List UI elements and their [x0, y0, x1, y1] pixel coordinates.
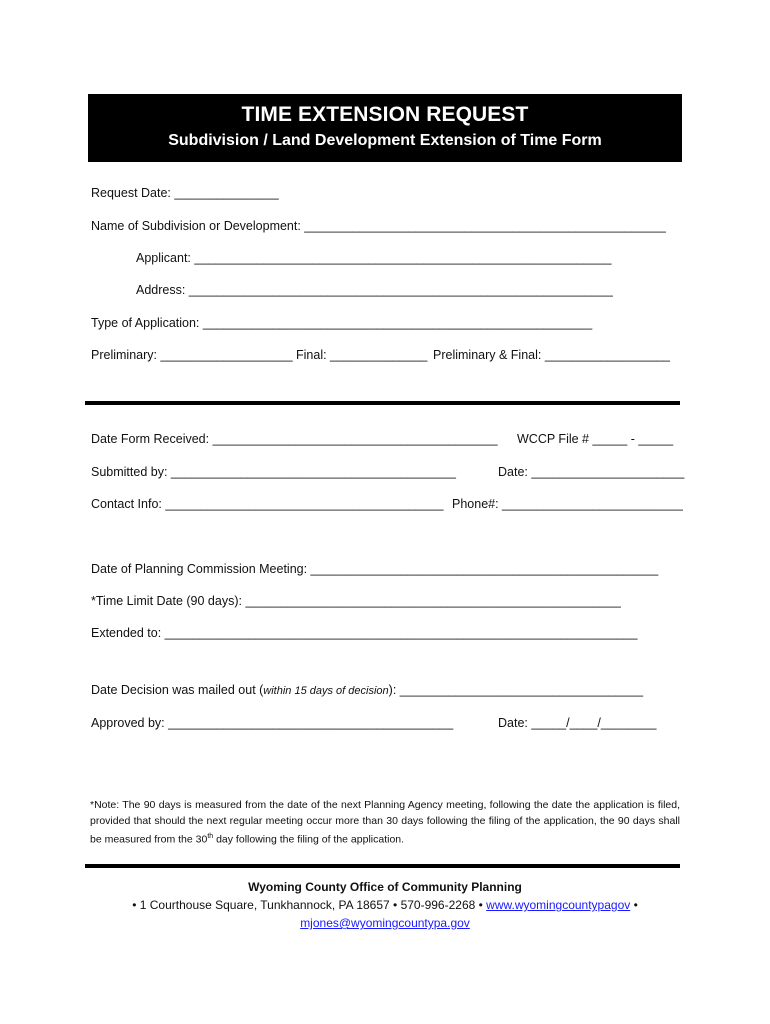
decision-mailed-label: Date Decision was mailed out ( [91, 683, 264, 697]
footer-divider [85, 864, 680, 868]
time-limit-date-field[interactable]: *Time Limit Date (90 days): ______________________________________________________ [91, 594, 621, 608]
subdivision-name-field[interactable]: Name of Subdivision or Development: ____________________________________________________ [91, 219, 666, 233]
form-subtitle: Subdivision / Land Development Extension of Time Form [168, 132, 602, 149]
applicant-field[interactable]: Applicant: ____________________________________________________________ [136, 251, 612, 265]
time-limit-note [90, 797, 680, 848]
form-header [88, 94, 682, 162]
approved-by-field[interactable]: Approved by: _________________________________________ [91, 716, 454, 730]
decision-mailed-note: within 15 days of decision [263, 685, 389, 697]
email-link[interactable]: mjones@wyomingcountypa.gov [300, 916, 470, 930]
office-name: Wyoming County Office of Community Planning [248, 880, 522, 894]
form-title: TIME EXTENSION REQUEST [241, 103, 529, 126]
note-text: *Note: The 90 days is measured from the date of the next Planning Agency meeting, following the date the application is filed, provided that should the next regular meeting occur more than 30 days following the filing of the application, the 90 days shall be measured from the 30 [90, 799, 680, 846]
planning-meeting-date-field[interactable]: Date of Planning Commission Meeting: __________________________________________________ [91, 562, 659, 576]
website-link[interactable]: www.wyomingcountypagov [486, 898, 631, 912]
date-form-received-field[interactable]: Date Form Received: _________________________________________ [91, 432, 498, 446]
office-address: • 1 Courthouse Square, Tunkhannock, PA 18657 • 570-996-2268 • [132, 898, 487, 912]
preliminary-final-field[interactable]: Preliminary & Final: __________________ [433, 348, 670, 362]
section-divider [85, 401, 680, 405]
office-email-line [0, 916, 770, 930]
note-text-end: day following the filing of the application. [213, 833, 405, 846]
approved-date-field[interactable]: Date: _____/____/________ [498, 716, 657, 730]
decision-mailed-blank: ): ___________________________________ [388, 683, 644, 697]
final-field[interactable]: Final: ______________ [296, 348, 428, 362]
submitted-by-field[interactable]: Submitted by: _________________________________________ [91, 465, 456, 479]
type-of-application-field[interactable]: Type of Application: ________________________________________________________ [91, 316, 593, 330]
preliminary-field[interactable]: Preliminary: ___________________ [91, 348, 293, 362]
office-contact-line [0, 898, 770, 912]
request-date-field[interactable]: Request Date: _______________ [91, 186, 279, 200]
note-superscript: th [207, 833, 214, 840]
bullet-separator: • [630, 898, 638, 912]
phone-field[interactable]: Phone#: __________________________ [452, 497, 683, 511]
address-field[interactable]: Address: _____________________________________________________________ [136, 283, 613, 297]
contact-info-field[interactable]: Contact Info: ________________________________________ [91, 497, 444, 511]
extended-to-field[interactable]: Extended to: ____________________________________________________________________ [91, 626, 638, 640]
wccp-file-field[interactable]: WCCP File # _____ - _____ [517, 432, 674, 446]
submitted-date-field[interactable]: Date: ______________________ [498, 465, 685, 479]
decision-mailed-field[interactable] [91, 683, 643, 698]
